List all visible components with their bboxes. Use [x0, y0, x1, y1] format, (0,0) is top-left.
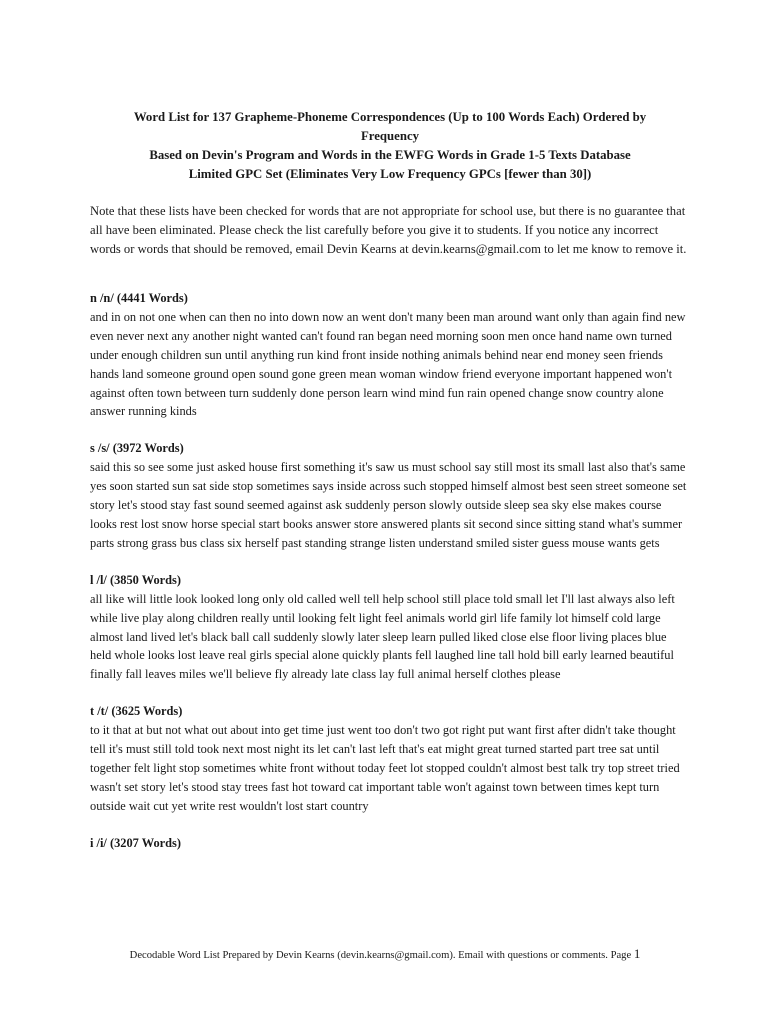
note-paragraph: Note that these lists have been checked for words that are not appropriate for school use, but there is no guarantee that all have been eliminated. Please check the list carefully before you give it to students. If you notice any incorrect words or words that should be removed, email Devin Kearns at devin.kearns@gmail.com to let me know to remove it.	[90, 204, 687, 256]
section-heading: l /l/ (3850 Words)	[90, 572, 181, 587]
section-s	[90, 439, 690, 552]
section-heading: t /t/ (3625 Words)	[90, 704, 183, 719]
section-i	[90, 834, 690, 853]
document-page	[90, 108, 690, 853]
section-n	[90, 289, 690, 421]
title-line-4: Limited GPC Set (Eliminates Very Low Frequency GPCs [fewer than 30])	[188, 167, 592, 181]
section-heading: s /s/ (3972 Words)	[90, 441, 184, 456]
section-t	[90, 702, 690, 815]
section-word-list: to it that at but not what out about into get time just went too don't two got right put want first after didn't take thought tell it's must still told took next most night its let can't last left that's eat might great turned started part tree sat until together felt light stop sometimes white front without today feet lot stopped couldn't almost best talk try top street tried wasn't set story let's stood stay trees fast hot toward cat important table won't against town between times kept turn outside wait cut yet write rest wouldn't lost start country	[90, 723, 680, 813]
title-line-1: Word List for 137 Grapheme-Phoneme Correspondences (Up to 100 Words Each) Ordered by	[133, 110, 647, 124]
section-word-list: all like will little look looked long only old called well tell help school still place told small let I'll last always also left while live play along children really until looking felt light feel animals world girl life family lot himself cold large almost land lived let's black ball call suddenly slowly later sleep learn pulled liked close else floor living places blue held whole looks lost leave real girls special alone quickly plants fell laughed line tall hold bill early learned beautiful finally fall leaves miles we'll believe fly already late class lay full animal herself clothes please	[90, 591, 675, 682]
title-line-3: Based on Devin's Program and Words in the EWFG Words in Grade 1-5 Texts Database	[149, 148, 631, 162]
page-footer	[0, 946, 770, 964]
section-heading: n /n/ (4441 Words)	[90, 291, 188, 305]
document-title	[90, 108, 690, 184]
section-heading: i /i/ (3207 Words)	[90, 835, 181, 850]
section-word-list: and in on not one when can then no into down now an went don't many been man around want only than again find new even never next any another night wanted can't found ran began need morning soon men once hand name own turned under enough children sun until anything run kind front inside nothing animals behind near end money seen friends hands land someone ground open sound gone green mean woman window friend everyone important happened won't against often town between turn suddenly done person learn wind mind fun rain opened change snow country alone answer running kinds	[90, 309, 686, 419]
page-number: 1	[633, 946, 641, 961]
title-line-2: Frequency	[360, 129, 420, 143]
section-word-list: said this so see some just asked house first something it's saw us must school say still most its small last also that's same yes soon started sun sat side stop sometimes says inside across such stopped himself almost best seen street someone set story let's stood stay fast sound seemed against ask suddenly person slowly outside sleep sea sky else makes course looks rest lost snow horse special start books answer store answered plants sit second since sitting stand what's summer parts strong grass bus class six herself past standing strange listen understand smiled sister guess mouse wants gets	[90, 460, 687, 550]
section-l	[90, 571, 690, 684]
footer-text: Decodable Word List Prepared by Devin Kearns (devin.kearns@gmail.com). Email with questions or comments. Page	[129, 950, 632, 961]
